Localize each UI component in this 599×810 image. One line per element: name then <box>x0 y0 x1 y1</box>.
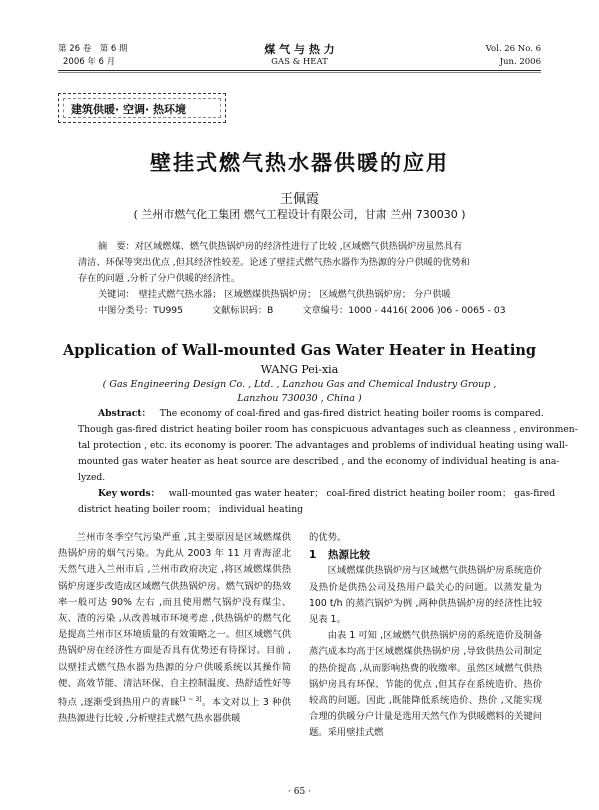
clc-label: 中图分类号： <box>98 305 154 316</box>
abstract-en-label: Abstract： <box>98 408 151 419</box>
header-journal-en: GAS & HEAT <box>271 57 328 67</box>
header-rule-thin <box>58 72 541 73</box>
abstract-en-line4: mounted gas water heater as heat source are described , and the economy of individual heating is ana- <box>78 456 560 467</box>
header-volume-en: Vol. 26 No. 6 <box>485 44 541 54</box>
header-journal-cn: 煤 气 与 热 力 <box>264 43 335 56</box>
abstract-cn-line1 <box>78 239 523 255</box>
abstract-cn-text1: 对区域燃煤、燃气供热锅炉房的经济性进行了比较 ,区域燃气供热锅炉房虽然具有 <box>134 241 463 252</box>
abstract-en-line2: Though gas-fired district heating boiler room has conspicuous advantages such as cleanness , environmen- <box>78 424 578 435</box>
header-date-cn: 2006 年 6 月 <box>63 57 116 67</box>
article-number-label: 文章编号： <box>302 305 349 316</box>
header-volume-cn: 第 26 卷 第 6 期 <box>58 44 128 54</box>
abstract-cn-label: 摘 要： <box>98 241 135 252</box>
section-heading <box>309 547 542 563</box>
doc-code-label: 文献标识码： <box>211 305 268 316</box>
body-left-column <box>58 530 291 728</box>
abstract-en-text1: The economy of coal-fired and gas-fired district heating boiler rooms is compared. <box>159 408 544 419</box>
body-left-text-end: 。本文对以上 3 种供热热源进行比较 ,分析壁挂式燃气热水器供暖 <box>58 697 291 725</box>
article-title-cn: 壁挂式燃气热水器供暖的应用 <box>150 151 449 175</box>
body-right-first-line: 的优势。 <box>309 532 347 543</box>
affiliation-en-line1: ( Gas Engineering Design Co. , Ltd. , Lanzhou Gas and Chemical Industry Group , <box>102 379 497 390</box>
author-en: WANG Pei-xia <box>260 363 339 376</box>
doc-code-value: B <box>267 305 274 316</box>
keywords-cn <box>98 287 451 303</box>
affiliation-cn: ( 兰州市燃气化工集团 燃气工程设计有限公司，甘肃 兰州 730030 ) <box>133 208 466 221</box>
author-cn: 王佩霞 <box>279 192 319 207</box>
body-right-paragraph1: 区域燃煤供热锅炉房与区域燃气供热锅炉房系统造价及热价是供热公司及热用户最关心的问题。以蒸发量为 100 t/h 的蒸汽锅炉为例 ,两种供热锅炉房的经济性比较见表 1。 <box>309 565 542 626</box>
reference-marker: [1 ~ 3] <box>179 696 202 704</box>
abstract-cn <box>78 239 523 255</box>
keywords-cn-text: 壁挂式燃气热水器； 区域燃煤供热锅炉房； 区域燃气供热锅炉房； 分户供暖 <box>138 289 451 300</box>
page-number: · 65 · <box>288 787 311 797</box>
section-category-label: 建筑供暖· 空调· 热环境 <box>71 103 187 116</box>
header-date-en: Jun. 2006 <box>499 57 541 67</box>
clc-value: TU995 <box>153 305 183 316</box>
body-left-text: 兰州市冬季空气污染严重 ,其主要原因是区域燃煤供热锅炉房的烟气污染。为此从 2003 年 11 月青海涩北天然气进入兰州市后 ,兰州市政府决定 ,将区域燃煤供热锅炉房逐步改造成区域燃气供热锅炉房。燃气锅炉的热效率一般可达 90% 左右 ,而且使用燃气锅炉没有煤尘、灰、渣的污染 ,从改善城市环境考虑 ,供热锅炉的燃气化是提高兰州市区环境质量的有效策略之一。但区域燃气供热锅炉房在经济性方面是否具有优势还有待探讨。目前 ,以壁挂式燃气热水器为热源的分户供暖系统以其操作简便、高效节能、清洁环保、自主控制温度、热舒适性好等特点 ,逐渐受到热用户的青睐 <box>58 532 291 709</box>
classification-line <box>98 303 506 319</box>
section-title: 热源比较 <box>327 549 370 562</box>
header-rule <box>58 70 541 71</box>
affiliation-en-line2: Lanzhou 730030 , China ) <box>237 393 362 404</box>
abstract-en-line1 <box>98 406 544 423</box>
body-right-column <box>309 530 542 742</box>
section-number: 1 <box>309 549 317 562</box>
body-right-paragraph2: 由表 1 可知 ,区域燃气供热锅炉房的系统造价及制备蒸汽成本均高于区域燃煤供热锅炉房 ,导致供热公司制定的热价提高 ,从而影响热费的收缴率。虽然区域燃气供热锅炉房具有环保、节能的优点 ,但其存在系统造价、热价较高的问题。因此 ,既能降低系统造价、热价 ,又能实现合理的供暖分户计量是选用天然气作为供暖燃料的关键问题。采用壁挂式燃 <box>309 630 542 739</box>
abstract-cn-line2: 清洁、环保等突出优点 ,但其经济性较差。论述了壁挂式燃气热水器作为热源的分户供暖的优势和 <box>78 257 470 268</box>
body-left-paragraph <box>58 530 291 728</box>
article-title-en: Application of Wall-mounted Gas Water Heater in Heating <box>62 342 537 359</box>
keywords-en-text1: wall-mounted gas water heater； coal-fired district heating boiler room； gas-fired <box>168 488 556 499</box>
article-number-value: 1000 - 4416( 2006 )06 - 0065 - 03 <box>348 305 506 316</box>
abstract-cn-line3: 存在的问题 ,分析了分户供暖的经济性。 <box>78 273 241 284</box>
keywords-cn-label: 关键词： <box>98 289 135 300</box>
abstract-en-line3: tal protection , etc. its economy is poorer. The advantages and problems of individual heating using wall- <box>78 440 568 451</box>
keywords-en-line2: district heating boiler room； individual heating <box>78 504 304 515</box>
keywords-en-label: Key words： <box>98 488 160 499</box>
abstract-en-line5: lyzed. <box>78 472 106 483</box>
section-category-box <box>58 93 226 123</box>
keywords-en-line1 <box>98 486 555 503</box>
